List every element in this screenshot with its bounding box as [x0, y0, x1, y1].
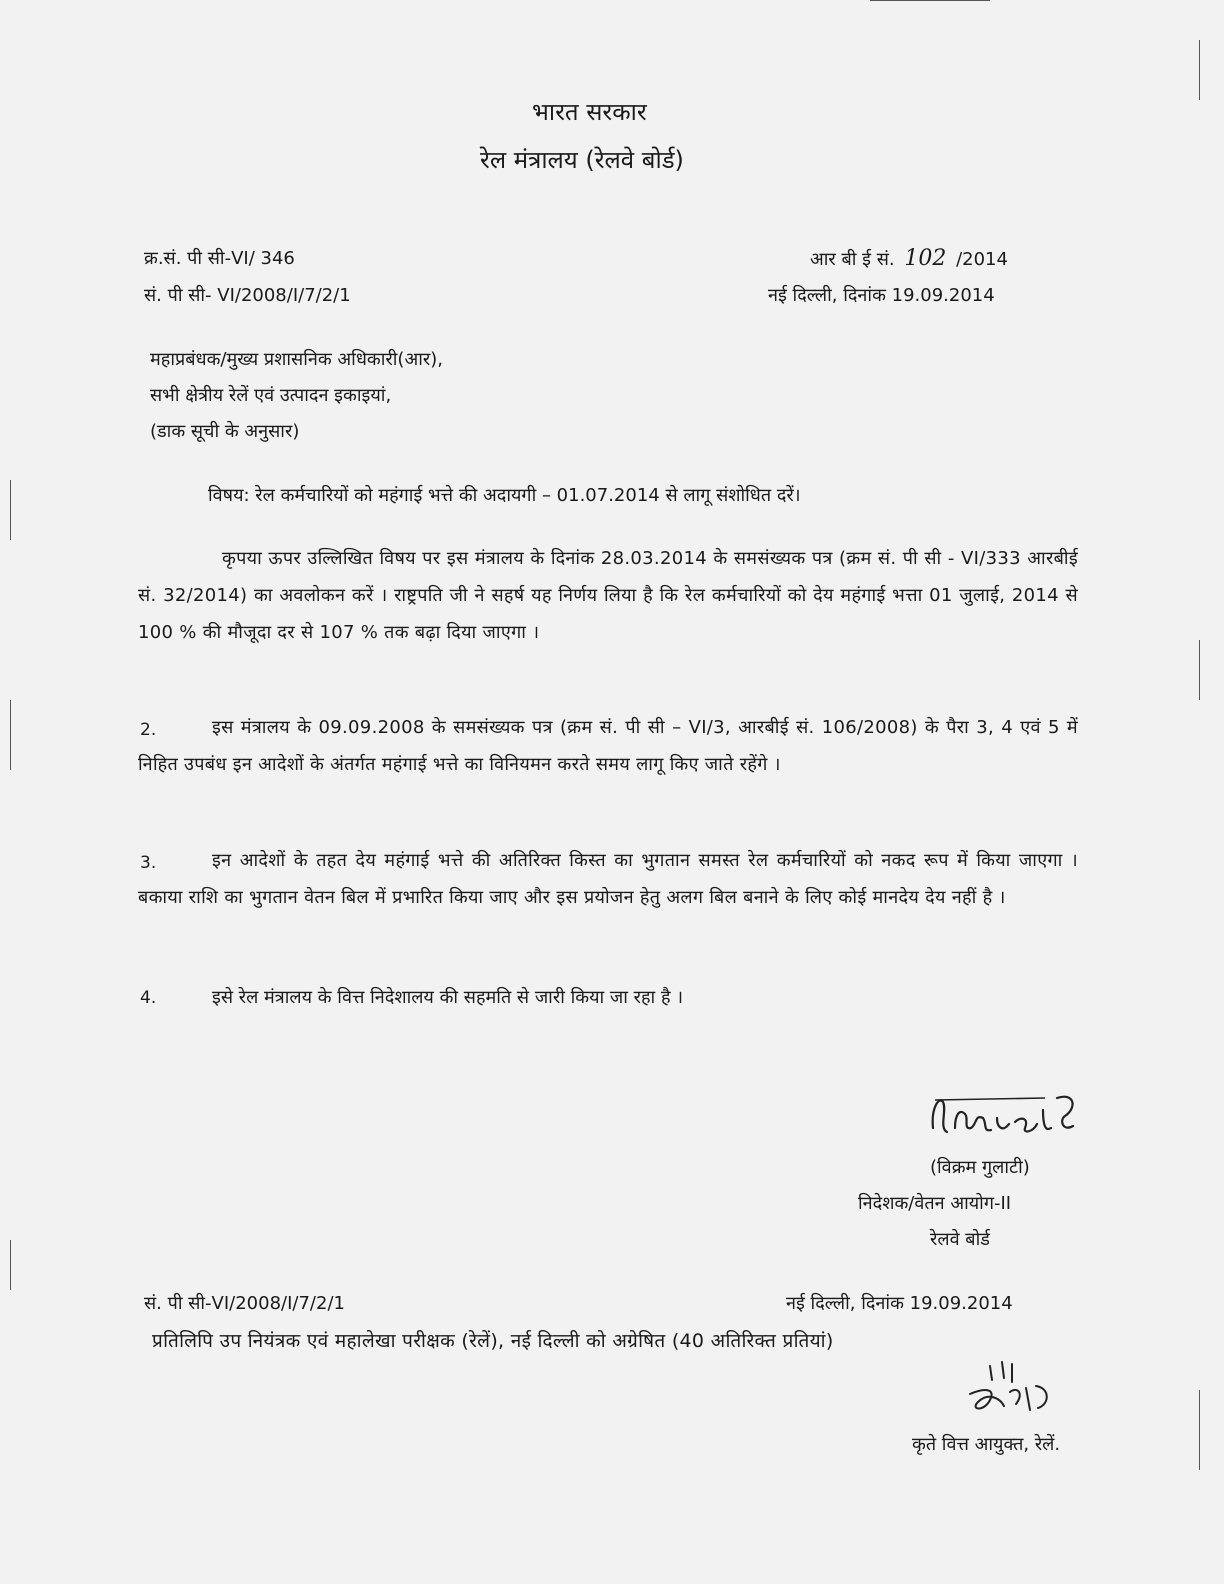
copy-ref: सं. पी सी-VI/2008/I/7/2/1 [144, 1293, 345, 1314]
rbe-prefix: आर बी ई सं. [810, 249, 895, 270]
scan-edge-mark [870, 0, 990, 1]
copy-text [138, 1322, 1058, 1360]
addressee-line-3: (डाक सूची के अनुसार) [150, 421, 300, 442]
copy-text-content: प्रतिलिपि उप नियंत्रक एवं महालेखा परीक्षक (रेलें), नई दिल्ली को अग्रेषित (40 अतिरिक्त प्रतियां) [152, 1330, 834, 1352]
scan-edge-mark [1199, 1390, 1200, 1470]
scan-edge-mark [1199, 40, 1200, 100]
paragraph-1 [138, 540, 1078, 651]
paragraph-1-text: कृपया ऊपर उल्लिखित विषय पर इस मंत्रालय के दिनांक 28.03.2014 के समसंख्यक पत्र (क्रम सं. पी सी - VI/333 आरबीई सं. 32/2014) का अवलोकन करें । राष्ट्रपति जी ने सहर्ष यह निर्णय लिया है कि रेल कर्मचारियों को देय महंगाई भत्ता 01 जुलाई, 2014 से 100 % की मौजूदा दर से 107 % तक बढ़ा दिया जाएगा । [138, 548, 1078, 643]
subject-line: विषय: रेल कर्मचारियों को महंगाई भत्ते की अदायगी – 01.07.2014 से लागू संशोधित दरें। [208, 485, 801, 506]
handwritten-initials [960, 1358, 1060, 1422]
scan-edge-mark [10, 480, 11, 540]
rbe-number: 102 [904, 246, 947, 271]
handwritten-signature [925, 1088, 1085, 1148]
ref-left-2: सं. पी सी- VI/2008/I/7/2/1 [144, 285, 351, 306]
signatory-designation: निदेशक/वेतन आयोग-II [858, 1193, 1012, 1214]
paragraph-4-number: 4. [140, 988, 157, 1008]
scan-edge-mark [10, 1240, 11, 1290]
ref-left-1: क्र.सं. पी सी-VI/ 346 [144, 248, 295, 269]
ref-right-1 [810, 246, 1008, 271]
scan-edge-mark [10, 700, 11, 770]
paragraph-2-text: इस मंत्रालय के 09.09.2008 के समसंख्यक पत्र (क्रम सं. पी सी – VI/3, आरबीई सं. 106/2008) के पैरा 3, 4 एवं 5 में निहित उपबंध इन आदेशों के अंतर्गत महंगाई भत्ते का विनियमन करते समय लागू किए जाते रहेंगे । [138, 717, 1078, 775]
paragraph-3-text: इन आदेशों के तहत देय महंगाई भत्ते की अतिरिक्त किस्त का भुगतान समस्त रेल कर्मचारियों को नकद रूप में किया जाएगा । बकाया राशि का भुगतान वेतन बिल में प्रभारित किया जाए और इस प्रयोजन हेतु अलग बिल बनाने के लिए कोई मानदेय देय नहीं है । [138, 850, 1078, 908]
paragraph-2 [138, 709, 1078, 783]
copy-date: नई दिल्ली, दिनांक 19.09.2014 [786, 1293, 1013, 1314]
paragraph-3-number: 3. [140, 853, 157, 873]
ref-right-2: नई दिल्ली, दिनांक 19.09.2014 [768, 285, 995, 306]
paragraph-4-text: इसे रेल मंत्रालय के वित्त निदेशालय की सहमति से जारी किया जा रहा है । [212, 987, 684, 1008]
signatory-name: (विक्रम गुलाटी) [930, 1157, 1030, 1178]
copy-signoff: कृते वित्त आयुक्त, रेलें. [912, 1434, 1061, 1455]
paragraph-3 [138, 842, 1078, 916]
paragraph-2-number: 2. [140, 720, 157, 740]
header-line-1: भारत सरकार [532, 98, 647, 126]
addressee-line-2: सभी क्षेत्रीय रेलें एवं उत्पादन इकाइयां, [150, 385, 392, 406]
addressee-line-1: महाप्रबंधक/मुख्य प्रशासनिक अधिकारी(आर), [150, 349, 443, 370]
rbe-suffix: /2014 [956, 249, 1008, 270]
header-line-2: रेल मंत्रालय (रेलवे बोर्ड) [480, 146, 684, 174]
signatory-org: रेलवे बोर्ड [930, 1229, 990, 1250]
scan-edge-mark [1199, 640, 1200, 700]
